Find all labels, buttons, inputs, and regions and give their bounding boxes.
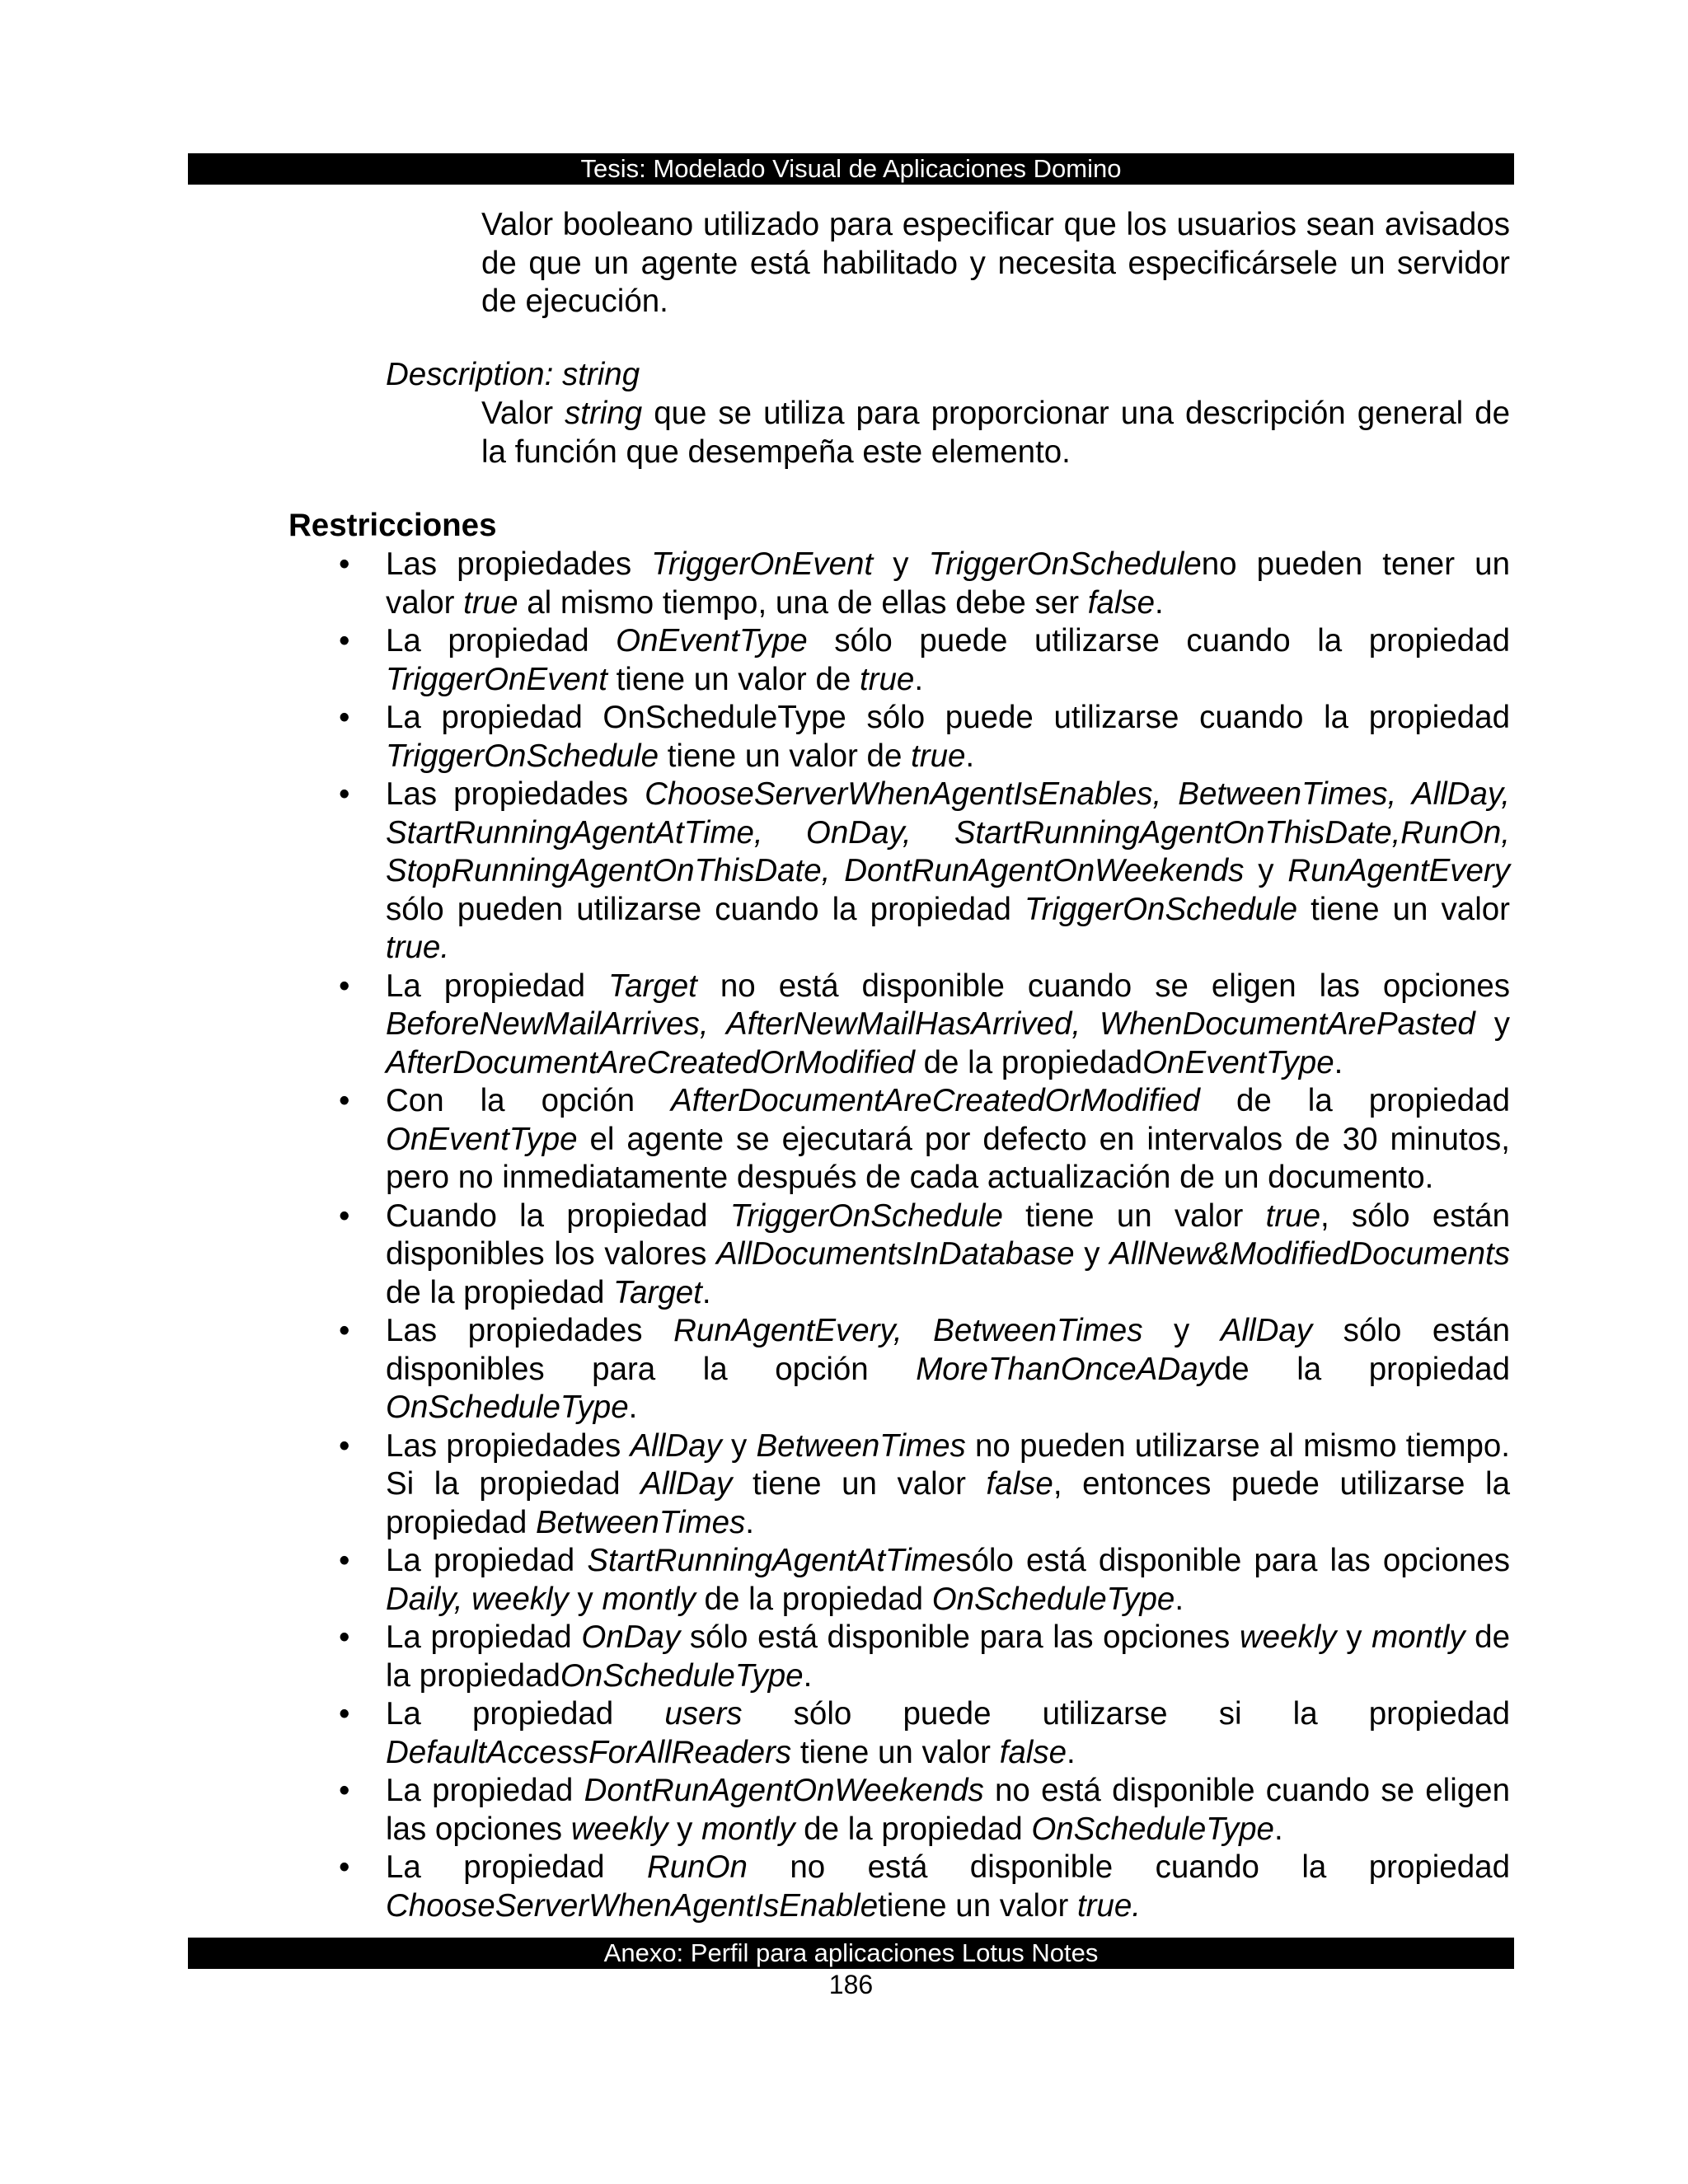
list-item: • Las propiedades AllDay y BetweenTimes no pueden utilizarse al mismo tiempo. Si la propiedad AllDay tiene un valor false, entonces puede utilizarse la propiedad BetweenTimes. bbox=[339, 1427, 1510, 1540]
list-item: • La propiedad OnDay sólo está disponible para las opciones weekly y montly de la propiedadOnScheduleType. bbox=[339, 1619, 1510, 1694]
bullet-icon: • bbox=[339, 700, 350, 735]
bullet-icon: • bbox=[339, 1313, 350, 1348]
page-footer-bar bbox=[188, 1938, 1514, 1969]
property-description-paragraph: Valor booleano utilizado para especificar que los usuarios sean avisados de que un agente está habilitado y necesita especificársele un servidor de ejecución. bbox=[481, 207, 1510, 319]
header-title: Tesis: Modelado Visual de Aplicaciones Domino bbox=[580, 154, 1122, 183]
description-term: Description: string bbox=[386, 357, 640, 392]
bullet-icon: • bbox=[339, 1849, 350, 1885]
list-item: • Las propiedades TriggerOnEvent y TriggerOnScheduleno pueden tener un valor true al mismo tiempo, una de ellas debe ser false. bbox=[339, 546, 1510, 621]
bullet-icon: • bbox=[339, 1197, 350, 1234]
list-item: • La propiedad StartRunningAgentAtTimesólo está disponible para las opciones Daily, weekly y montly de la propiedad OnScheduleType. bbox=[339, 1543, 1510, 1617]
bullet-icon: • bbox=[339, 1773, 350, 1808]
list-item: • La propiedad DontRunAgentOnWeekends no está disponible cuando se eligen las opciones weekly y montly de la propiedad OnScheduleType. bbox=[339, 1773, 1510, 1847]
bullet-icon: • bbox=[339, 968, 350, 1004]
page-header-bar bbox=[188, 153, 1514, 185]
list-item: • La propiedad RunOn no está disponible cuando la propiedad ChooseServerWhenAgentIsEnabletiene un valor true. bbox=[339, 1849, 1510, 1924]
bullet-icon: • bbox=[339, 1696, 350, 1732]
list-item: • Con la opción AfterDocumentAreCreatedOrModified de la propiedad OnEventType el agente se ejecutará por defecto en intervalos de 30 minutos, pero no inmediatamente después de cada actualización de un documento. bbox=[339, 1083, 1511, 1195]
list-item: • La propiedad Target no está disponible cuando se eligen las opciones BeforeNewMailArrives, AfterNewMailHasArrived, WhenDocumentArePasted y AfterDocumentAreCreatedOrModified de la propiedadOnEventType. bbox=[339, 968, 1510, 1080]
description-paragraph: Valor string que se utiliza para proporcionar una descripción general de la función que desempeña este elemento. bbox=[481, 396, 1510, 470]
list-item: • La propiedad users sólo puede utilizarse si la propiedad DefaultAccessForAllReaders tiene un valor false. bbox=[339, 1696, 1510, 1770]
bullet-icon: • bbox=[339, 623, 350, 658]
list-item: • La propiedad OnScheduleType sólo puede utilizarse cuando la propiedad TriggerOnSchedule tiene un valor de true. bbox=[339, 700, 1510, 774]
bullet-icon: • bbox=[339, 1083, 350, 1118]
bullet-icon: • bbox=[339, 546, 350, 582]
list-item: • Las propiedades ChooseServerWhenAgentIsEnables, BetweenTimes, AllDay, StartRunningAgentAtTime, OnDay, StartRunningAgentOnThisDate,RunOn, StopRunningAgentOnThisDate, DontRunAgentOnWeekends y RunAgentEvery sólo pueden utilizarse cuando la propiedad TriggerOnSchedule tiene un valor true. bbox=[339, 776, 1510, 965]
page-number: 186 bbox=[828, 1970, 874, 1999]
bullet-icon: • bbox=[339, 1543, 350, 1578]
restricciones-heading: Restricciones bbox=[288, 508, 497, 543]
list-item: • Las propiedades RunAgentEvery, BetweenTimes y AllDay sólo están disponibles para la opción MoreThanOnceADayde la propiedad OnScheduleType. bbox=[339, 1313, 1510, 1425]
bullet-icon: • bbox=[339, 1427, 350, 1464]
bullet-icon: • bbox=[339, 776, 350, 812]
list-item: • Cuando la propiedad TriggerOnSchedule tiene un valor true, sólo están disponibles los valores AllDocumentsInDatabase y AllNew&ModifiedDocuments de la propiedad Target. bbox=[339, 1197, 1510, 1310]
bullet-icon: • bbox=[339, 1619, 350, 1655]
footer-title: Anexo: Perfil para aplicaciones Lotus Notes bbox=[603, 1938, 1099, 1967]
list-item: • La propiedad OnEventType sólo puede utilizarse cuando la propiedad TriggerOnEvent tiene un valor de true. bbox=[339, 623, 1510, 697]
restricciones-list bbox=[339, 546, 1511, 1925]
